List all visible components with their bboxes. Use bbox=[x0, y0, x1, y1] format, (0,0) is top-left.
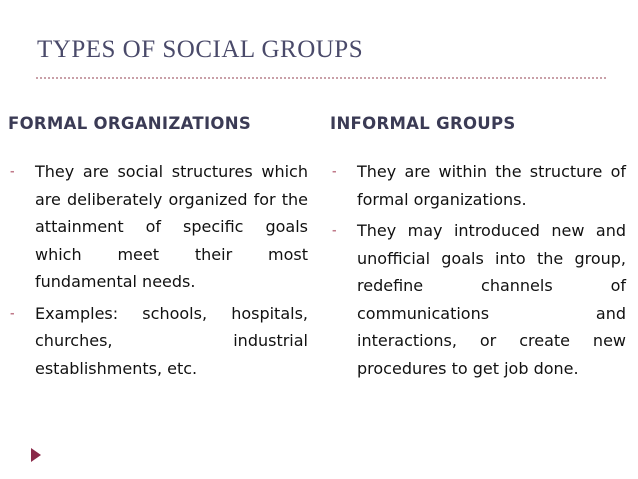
bullet-text: Examples: schools, hospitals, churches, industrial establishments, etc. bbox=[35, 303, 308, 378]
formal-organizations-list bbox=[8, 158, 308, 386]
list-item bbox=[330, 217, 626, 382]
bullet-dash: - bbox=[332, 224, 337, 237]
slide-title: TYPES OF SOCIAL GROUPS bbox=[37, 36, 364, 63]
title-divider bbox=[36, 77, 606, 79]
formal-organizations-heading: FORMAL ORGANIZATIONS bbox=[8, 114, 252, 133]
bullet-text: They are within the structure of formal organizations. bbox=[357, 162, 626, 209]
bullet-dash: - bbox=[10, 306, 15, 320]
bullet-text: They are social structures which are deliberately organized for the attainment of specific goals which meet their most fundamental needs. bbox=[35, 162, 308, 291]
list-item bbox=[330, 158, 626, 213]
bullet-dash: - bbox=[332, 165, 337, 178]
bullet-text: They may introduced new and unofficial goals into the group, redefine channels of communications and interactions, or create new procedures to get job done. bbox=[357, 221, 626, 378]
informal-groups-heading: INFORMAL GROUPS bbox=[330, 114, 516, 133]
triangle-arrow-icon bbox=[31, 448, 41, 462]
list-item bbox=[8, 158, 308, 296]
bullet-dash: - bbox=[10, 165, 15, 178]
list-item bbox=[8, 300, 308, 383]
informal-groups-list bbox=[330, 158, 626, 386]
